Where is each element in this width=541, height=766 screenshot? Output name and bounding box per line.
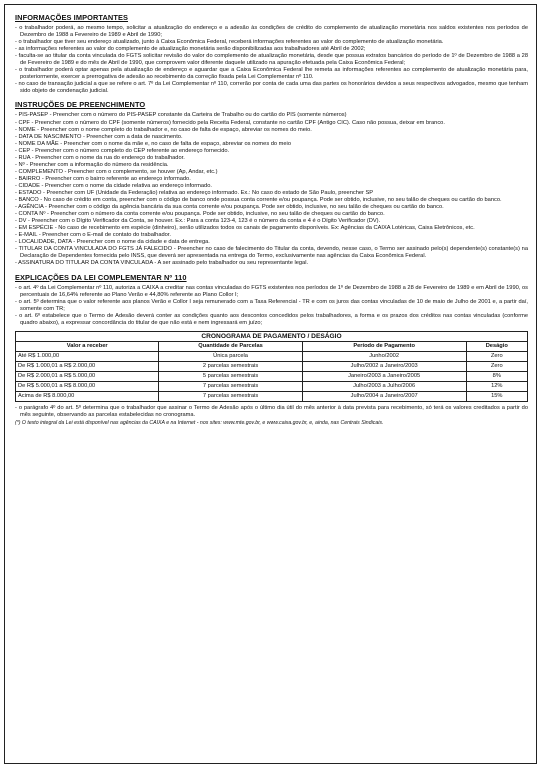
list-item: - as informações referentes ao valor do complemento de atualização monetária serão disponibilizadas aos trabalhadores até Abril de 2002; <box>15 46 528 53</box>
table-row <box>16 381 528 391</box>
table-cell: Zero <box>466 351 527 361</box>
law-explanations-list <box>15 285 528 327</box>
footnote: (*) O texto integral da Lei está disponível nas agências da CAIXA e na Internet - nos sites: www.mte.gov.br, e www.caixa.gov.br, e, ainda, nas Centrais Sindicais. <box>15 419 384 426</box>
list-item: - CEP - Preencher com o número completo do CEP referente ao endereço fornecido. <box>15 148 528 155</box>
table-row <box>16 351 528 361</box>
table-cell: Zero <box>466 361 527 371</box>
section-title-instructions: INSTRUÇÕES DE PREENCHIMENTO <box>15 100 146 110</box>
table-cell: 12% <box>466 381 527 391</box>
list-item: - Nº - Preencher com a informação do número da residência. <box>15 162 528 169</box>
list-item: - DV - Preencher com o Dígito Verificador da Conta, se houver. Ex.: Para a conta 123-4, 123 é o número da conta e 4 é o Dígito Verificador (DV). <box>15 218 528 225</box>
section-title-important: INFORMAÇÕES IMPORTANTES <box>15 13 129 22</box>
list-item: - faculta-se ao titular da conta vinculada do FGTS solicitar revisão do valor do complemento de atualização monetária, desde que possua extratos bancários do período de 1º de Dezembro de 1988 a 28 de Fevereiro de 1989 e do mês de Abril de 1990, que comprovem valor diferente daquele utilizado na apuração efetuada pela Caixa Econômica Federal; <box>15 53 528 67</box>
column-header: Quantidade de Parcelas <box>159 341 302 351</box>
list-item: - o art. 4º da Lei Complementar nº 110, autoriza a CAIXA a creditar nas contas vinculadas do FGTS existentes nos períodos de 1º de Dezembro de 1988 a 28 de Fevereiro de 1989 e em Abril de 1990, os percentuais de 16,64% referente ao Plano Verão e 44,80% referente ao Plano Collor I; <box>15 285 528 299</box>
list-item: - o parágrafo 4º do art. 5º determina que o trabalhador que assinar o Termo de Adesão após o último dia útil do mês anterior à data prevista para recebimento, só terá os valores creditados a partir do mês seguinte, observando as parcelas estabelecidas no cronograma. <box>15 405 528 419</box>
table-cell: 7 parcelas semestrais <box>159 391 302 401</box>
list-item: - CPF - Preencher com o número do CPF (somente números) fornecido pela Receita Federal, constante no cartão CPF (Antigo CIC). Caso não possua, deixar em branco. <box>15 120 528 127</box>
list-item: - o art. 5º determina que o valor referente aos planos Verão e Collor I seja remunerado com a Taxa Referencial - TR e com os juros das contas vinculadas de 10 de maio de Julho de 2001 e, a partir daí, somente com TR; <box>15 299 528 313</box>
table-cell: Janeiro/2003 a Janeiro/2005 <box>302 371 466 381</box>
section-title-law-explanations: EXPLICAÇÕES DA LEI COMPLEMENTAR Nº 110 <box>15 272 187 282</box>
list-item: - o art. 6º estabelece que o Termo de Adesão deverá conter as condições quanto aos descontos concedidos pelos trabalhadores, a forma e os prazos dos créditos nas contas vinculadas (conforme quadro abaixo), a expressar concordância do titular de que não está e nem ingressará em juízo; <box>15 313 528 327</box>
table-cell: 7 parcelas semestrais <box>159 381 302 391</box>
list-item: - PIS-PASEP - Preencher com o número do PIS-PASEP constante da Carteira de Trabalho ou do cartão do PIS (somente números) <box>15 112 528 119</box>
table-cell: Acima de R$ 8.000,00 <box>16 391 159 401</box>
list-item: - ASSINATURA DO TITULAR DA CONTA VINCULADA - A ser assinado pelo trabalhador ou seu representante legal. <box>15 260 528 267</box>
list-item: - DATA DE NASCIMENTO - Preencher com a data de nascimento. <box>15 134 528 141</box>
law-explanations-list-continued <box>15 405 528 419</box>
table-row <box>16 371 528 381</box>
list-item: - EM ESPÉCIE - No caso de recebimento em espécie (dinheiro), serão utilizados todos os canais de pagamento disponíveis. Ex: Agências da CAIXA Lotéricas, Caixa Eletrônicos, etc. <box>15 225 528 232</box>
important-info-list <box>15 25 528 95</box>
instructions-list <box>15 112 528 267</box>
table-cell: Julho/2003 a Julho/2006 <box>302 381 466 391</box>
payment-schedule-title: CRONOGRAMA DE PAGAMENTO / DESÁGIO <box>15 331 528 341</box>
list-item: - NOME - Preencher com o nome completo do trabalhador e, no caso de falta de espaço, abreviar os nomes do meio. <box>15 127 528 134</box>
table-cell: 15% <box>466 391 527 401</box>
list-item: - CONTA Nº - Preencher com o número da conta corrente e/ou poupança. Pode ser obtido, inclusive, no seu talão de cheques ou cartão do banco. <box>15 211 528 218</box>
table-row <box>16 391 528 401</box>
table-row <box>16 361 528 371</box>
list-item: - COMPLEMENTO - Preencher com o complemento, se houver (Ap, Andar, etc.) <box>15 169 528 176</box>
column-header: Valor a receber <box>16 341 159 351</box>
list-item: - TITULAR DA CONTA VINCULADA DO FGTS JÁ FALECIDO - Preencher no caso de falecimento do Titular da conta, devendo, nesse caso, o Termo ser assinado pelo(s) dependente(s) constante(s) na Declaração de Dependentes fornecida pelo INSS, que deverá ser apresentada na entrega do Termo, exclusivamente nas agências da Caixa Econômica Federal. <box>15 246 528 260</box>
list-item: - BAIRRO - Preencher com o bairro referente ao endereço informado. <box>15 176 528 183</box>
column-header: Período de Pagamento <box>302 341 466 351</box>
list-item: - BANCO - No caso de crédito em conta, preencher com o código de banco onde possua conta corrente e/ou poupança. Pode ser obtido, inclusive, no seu talão de cheques ou cartão do banco. <box>15 197 528 204</box>
column-header: Deságio <box>466 341 527 351</box>
table-cell: Junho/2002 <box>302 351 466 361</box>
list-item: - LOCALIDADE, DATA - Preencher com o nome da cidade e data de entrega. <box>15 239 528 246</box>
table-cell: De R$ 2.000,01 a R$ 5.000,00 <box>16 371 159 381</box>
table-cell: Até R$ 1.000,00 <box>16 351 159 361</box>
table-cell: Julho/2002 a Janeiro/2003 <box>302 361 466 371</box>
table-cell: 8% <box>466 371 527 381</box>
table-header-row <box>16 341 528 351</box>
list-item: - o trabalhador poderá optar apenas pela atualização de endereço e aguardar que a Caixa Econômica Federal lhe remeta as informações referentes ao complemento de atualização monetária para, posteriormente, exercer a prerrogativa de adesão ao recebimento da correção fixada pela Lei Complementar nº 110. <box>15 67 528 81</box>
list-item: - AGÊNCIA - Preencher com o código da agência bancária da sua conta corrente e/ou poupança. Pode ser obtido, inclusive, no seu talão de cheques ou cartão do banco. <box>15 204 528 211</box>
table-cell: 5 parcelas semestrais <box>159 371 302 381</box>
payment-schedule-table <box>15 331 528 402</box>
list-item: - o trabalhador que tiver seu endereço atualizado, junto à Caixa Econômica Federal, receberá informações referentes ao valor do complemento de atualização monetária. <box>15 39 528 46</box>
table-cell: De R$ 1.000,01 a R$ 2.000,00 <box>16 361 159 371</box>
table-cell: Julho/2004 a Janeiro/2007 <box>302 391 466 401</box>
list-item: - CIDADE - Preencher com o nome da cidade relativa ao endereço informado. <box>15 183 528 190</box>
table-cell: Única parcela <box>159 351 302 361</box>
table-cell: De R$ 5.000,01 a R$ 8.000,00 <box>16 381 159 391</box>
list-item: - ESTADO - Preencher com UF (Unidade da Federação) relativa ao endereço informado. Ex.: No caso do estado de São Paulo, preencher SP <box>15 190 528 197</box>
list-item: - no caso de transação judicial a que se refere o art. 7º da Lei Complementar nº 110, correrão por conta de cada uma das partes os honorários devidos a seus respectivos advogados, mesmo que tenham sido objeto de condenação judicial. <box>15 81 528 95</box>
list-item: - NOME DA MÃE - Preencher com o nome da mãe e, no caso de falta de espaço, abreviar os nomes do meio <box>15 141 528 148</box>
document-frame <box>4 4 537 764</box>
table-cell: 2 parcelas semestrais <box>159 361 302 371</box>
list-item: - o trabalhador poderá, ao mesmo tempo, solicitar a atualização do endereço e a adesão às condições de crédito do complemento de atualização monetária nos saldos existentes nos períodos de Dezembro de 1988 a Fevereiro de 1989 e Abril de 1990; <box>15 25 528 39</box>
list-item: - E-MAIL - Preencher com o E-mail de contato do trabalhador. <box>15 232 528 239</box>
list-item: - RUA - Preencher com o nome da rua do endereço do trabalhador. <box>15 155 528 162</box>
